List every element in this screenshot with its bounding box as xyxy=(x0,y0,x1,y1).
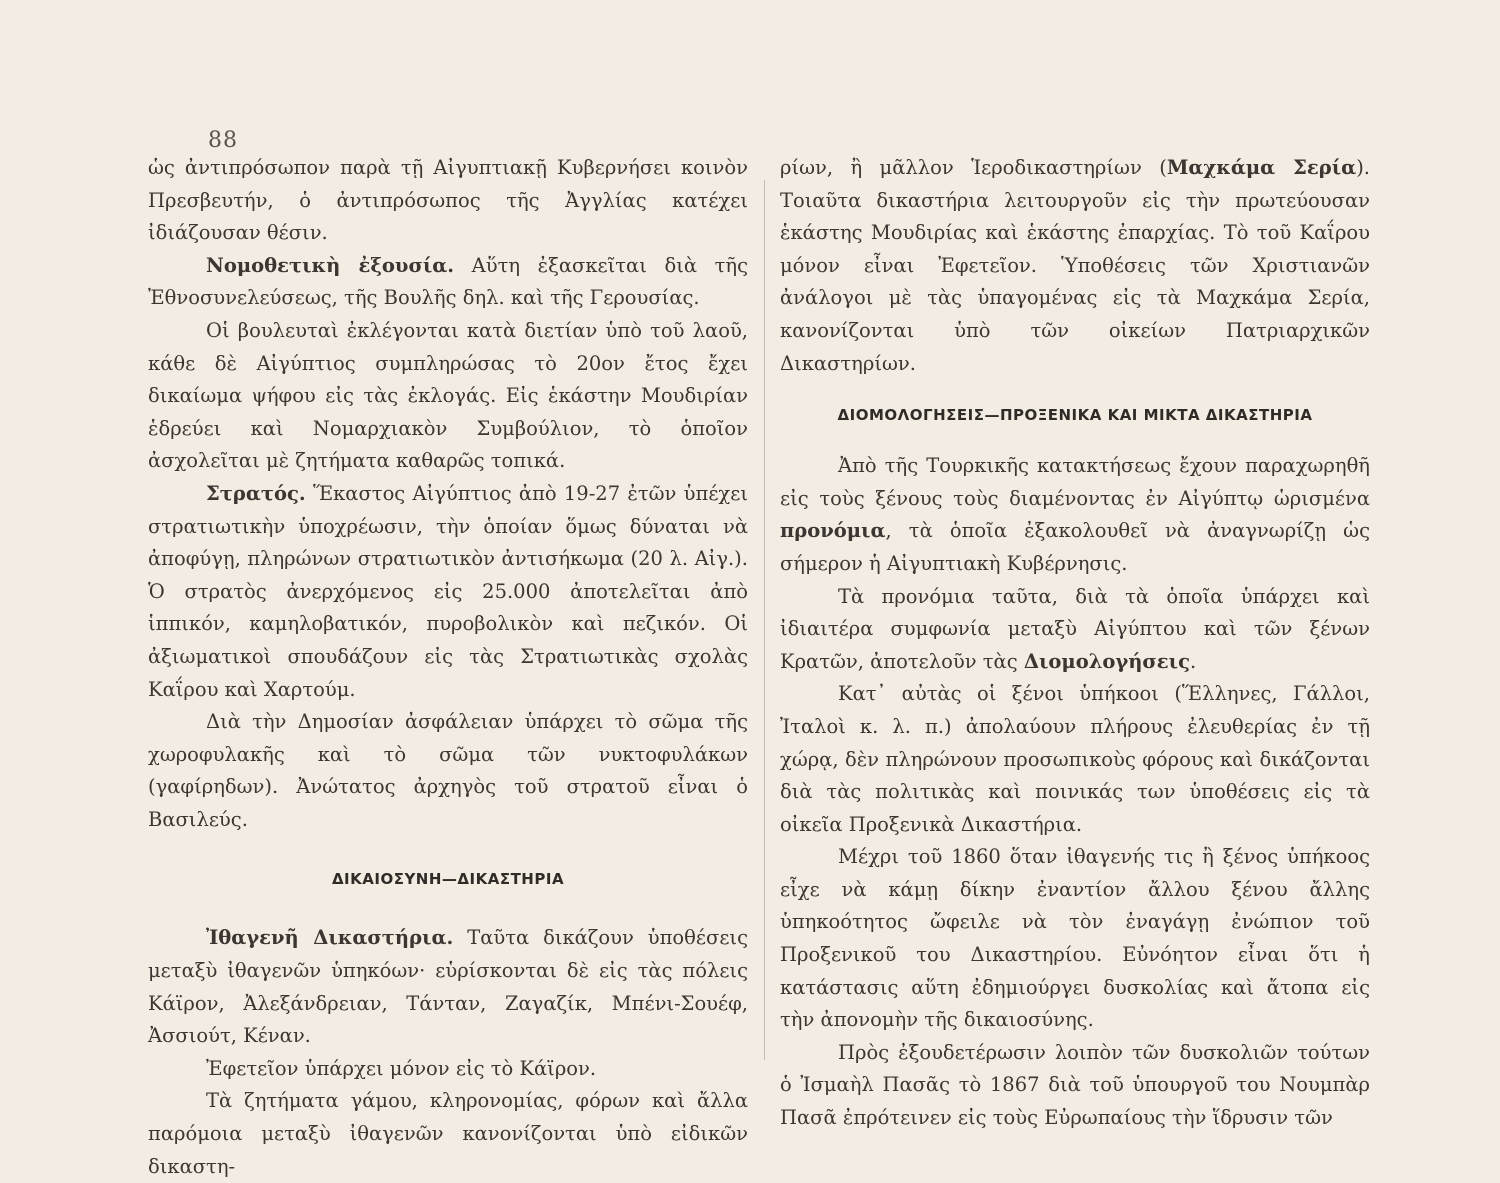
paragraph xyxy=(148,922,748,1052)
paragraph-text: . xyxy=(1189,649,1197,673)
paragraph-text: Ἀπὸ τῆς Τουρκικῆς κατακτήσεως ἔχουν παραχωρηθῆ εἰς τοὺς ξένους τοὺς διαμένοντας ἐν Αἰγύπτῳ ὡρισμένα xyxy=(780,454,1370,510)
term-capitulations: Διομολογήσεις xyxy=(1023,649,1190,673)
paragraph-text: Ταῦτα δικάζουν ὑποθέσεις μεταξὺ ἰθαγενῶν ὑπηκόων· εὑρίσκονται δὲ εἰς τὰς πόλεις Κάϊρον, Ἀλεξάνδρειαν, Τάνταν, Ζαγαζίκ, Μπένι-Σουέφ, Ἀσσιούτ, Κέναν. xyxy=(148,926,748,1048)
section-heading-capitulations: ΔΙΟΜΟΛΟΓΗΣΕΙΣ—ΠΡΟΞΕΝΙΚΑ ΚΑΙ ΜΙΚΤΑ ΔΙΚΑΣΤΗΡΙΑ xyxy=(837,406,1313,425)
term-legislative-power: Νομοθετικὴ ἐξουσία. xyxy=(206,253,455,277)
paragraph-text: Αὕτη ἐξασκεῖται διὰ τῆς Ἐθνοσυνελεύσεως, τῆς Βουλῆς δηλ. καὶ τῆς Γερουσίας. xyxy=(148,253,748,310)
paragraph: Πρὸς ἐξουδετέρωσιν λοιπὸν τῶν δυσκολιῶν τούτων ὁ Ἰσμαὴλ Πασᾶς τὸ 1867 διὰ τοῦ ὑπουργοῦ του Νουμπὰρ Πασᾶ ἐπρότεινεν εἰς τοὺς Εὐρωπαίους τὴν ἵδρυσιν τῶν xyxy=(780,1040,1370,1130)
paragraph: Μέχρι τοῦ 1860 ὅταν ἰθαγενής τις ἢ ξένος ὑπήκοος εἶχε νὰ κάμῃ δίκην ἐναντίον ἄλλου ξένου ἄλλης ὑπηκοότητος ὤφειλε νὰ τὸν ἐναγάγῃ ἐνώπιον τοῦ Προξενικοῦ του Δικαστηρίου. Εὐνόητον εἶναι ὅτι ἡ κατάστασις αὕτη ἐδημιούργει δυσκολίας καὶ ἄτοπα εἰς τὴν ἀπονομὴν τῆς δικαιοσύνης. xyxy=(780,845,1370,1032)
paragraph-text: Τὰ προνόμια ταῦτα, διὰ τὰ ὁποῖα ὑπάρχει καὶ ἰδιαιτέρα συμφωνία μεταξὺ Αἰγύπτου καὶ τῶν ξένων Κρατῶν, ἀποτελοῦν τὰς xyxy=(780,584,1370,673)
right-column xyxy=(780,152,1370,1135)
paragraph-text: ). Τοιαῦτα δικαστήρια λειτουργοῦν εἰς τὴν πρωτεύουσαν ἑκάστης Μουδιρίας καὶ ἑκάστης ἐπαρχίας. Τὸ τοῦ Καΐρου μόνον εἶναι Ἐφετεῖον. Ὑποθέσεις τῶν Χριστιανῶν ἀνάλογοι μὲ τὰς ὑπαγομένας εἰς τὰ Μαχκάμα Σερία, κανονίζονται ὑπὸ τῶν οἰκείων Πατριαρχικῶν Δικαστηρίων. xyxy=(780,156,1370,375)
term-army: Στρατός. xyxy=(206,481,306,505)
paragraph: Οἱ βουλευταὶ ἐκλέγονται κατὰ διετίαν ὑπὸ τοῦ λαοῦ, κάθε δὲ Αἰγύπτιος συμπληρώσας τὸ 20ον ἔτος ἔχει δικαίωμα ψήφου εἰς τὰς ἐκλογάς. Εἰς ἑκάστην Μουδιρίαν ἑδρεύει καὶ Νομαρχιακὸν Συμβούλιον, τὸ ὁποῖον ἀσχολεῖται μὲ ζητήματα καθαρῶς τοπικά. xyxy=(148,318,748,473)
paragraph xyxy=(780,450,1370,580)
paragraph xyxy=(148,250,748,315)
paragraph-text: Ἕκαστος Αἰγύπτιος ἀπὸ 19-27 ἐτῶν ὑπέχει στρατιωτικὴν ὑποχρέωσιν, τὴν ὁποίαν ὅμως δύναται νὰ ἀποφύγῃ, πληρώνων στρατιωτικὸν ἀντισήκωμα (20 λ. Αἰγ.). Ὁ στρατὸς ἀνερχόμενος εἰς 25.000 ἀποτελεῖται ἀπὸ ἱππικόν, καμηλοβατικόν, πυροβολικὸν καὶ πεζικόν. Οἱ ἀξιωματικοὶ σπουδάζουν εἰς τὰς Στρατιωτικὰς σχολὰς Καΐρου καὶ Χαρτούμ. xyxy=(148,481,748,701)
term-native-courts: Ἰθαγενῆ Δικαστήρια. xyxy=(206,926,454,950)
term-mahkama-sharia: Μαχκάμα Σερία xyxy=(1166,156,1357,179)
paragraph-text: , τὰ ὁποῖα ἐξακολουθεῖ νὰ ἀναγνωρίζῃ ὡς σήμερον ἡ Αἰγυπτιακὴ Κυβέρνησις. xyxy=(780,519,1370,575)
section-heading-justice: ΔΙΚΑΙΟΣΥΝΗ—ΔΙΚΑΣΤΗΡΙΑ xyxy=(331,870,565,889)
paragraph: Τὰ ζητήματα γάμου, κληρονομίας, φόρων καὶ ἄλλα παρόμοια μεταξὺ ἰθαγενῶν κανονίζονται ὑπὸ εἰδικῶν δικαστη- xyxy=(148,1089,748,1178)
paragraph xyxy=(148,478,748,706)
paragraph: Διὰ τὴν Δημοσίαν ἀσφάλειαν ὑπάρχει τὸ σῶμα τῆς χωροφυλακῆς καὶ τὸ σῶμα τῶν νυκτοφυλάκων (γαφίρηδων). Ἀνώτατος ἀρχηγὸς τοῦ στρατοῦ εἶναι ὁ Βασιλεύς. xyxy=(148,710,748,831)
column-divider xyxy=(764,180,765,1060)
paragraph: Ἐφετεῖον ὑπάρχει μόνον εἰς τὸ Κάϊρον. xyxy=(206,1056,597,1080)
paragraph xyxy=(780,152,1370,380)
paragraph-text: ρίων, ἢ μᾶλλον Ἱεροδικαστηρίων ( xyxy=(780,156,1167,179)
page-number: 88 xyxy=(208,128,238,153)
left-column xyxy=(148,152,748,1183)
paragraph: ὡς ἀντιπρόσωπον παρὰ τῇ Αἰγυπτιακῇ Κυβερνήσει κοινὸν Πρεσβευτήν, ὁ ἀντιπρόσωπος τῆς Ἀγγλίας κατέχει ἰδιάζουσαν θέσιν. xyxy=(148,156,748,245)
term-privileges: προνόμια xyxy=(780,519,886,543)
paragraph xyxy=(780,581,1370,679)
paragraph: Κατ᾽ αὐτὰς οἱ ξένοι ὑπήκοοι (Ἕλληνες, Γάλλοι, Ἰταλοὶ κ. λ. π.) ἀπολαύουν πλήρους ἐλευθερίας ἐν τῇ χώρᾳ, δὲν πληρώνουν προσωπικοὺς φόρους καὶ δικάζονται διὰ τὰς πολιτικὰς καὶ ποινικάς των ὑποθέσεις εἰς τὰ οἰκεῖα Προξενικὰ Δικαστήρια. xyxy=(780,682,1370,836)
